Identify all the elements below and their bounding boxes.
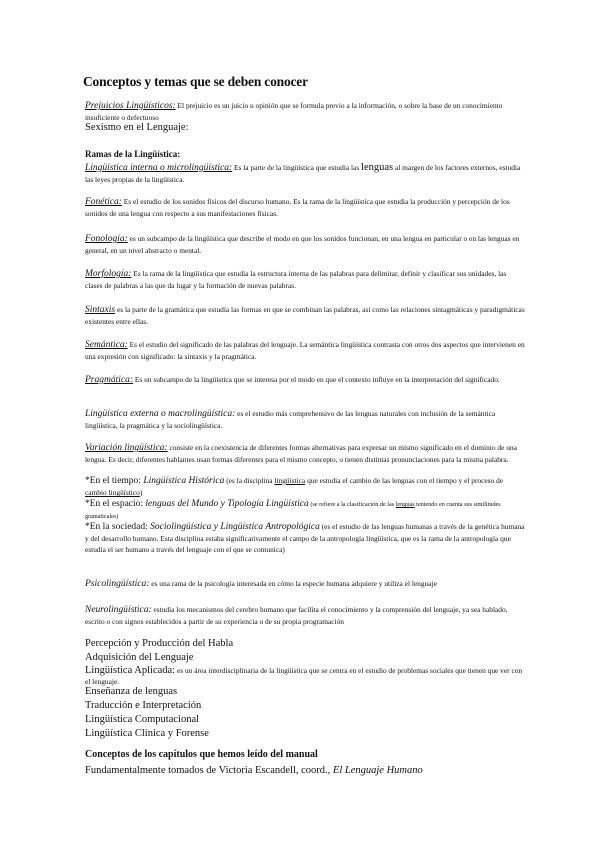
fonetica-paragraph [85,196,525,219]
variacion-term: Variación lingüística: [85,443,168,453]
neuro-paragraph [85,604,525,627]
aplicada-text: es un área interdisciplinaria de la lingüística que se centra en el estudio de problemas sociales que tienen que ver con el lenguaje. [85,666,523,687]
morfologia-paragraph [85,268,525,291]
list-item-aplicada [85,665,525,687]
sintaxis-paragraph [85,304,525,327]
list-item-traduccion: Traducción e Interpretación [85,700,202,711]
list-item-computacional: Lingüística Computacional [85,714,200,725]
sexismo-line: Sexismo en el Lenguaje: [85,122,189,133]
externa-term: Lingüística externa o macrolingüística: [85,409,236,419]
externa-paragraph [85,408,525,431]
conceptos-subtitle [85,765,423,776]
interna-paragraph [85,162,525,185]
prejuicios-section [85,100,525,123]
psico-text: es una rama de la psicología interesada en cómo la especie humana adquiere y utiliza el lenguaje [149,579,437,588]
semantica-text: Es el estudio del significado de las palabras del lenguaje. La semántica lingüística contrasta con otros dos aspectos que intervienen en una expresión con significado: la sintaxis y la pragmática. [85,340,525,362]
sintaxis-text: es la parte de la gramática que estudia las formas en que se combinan las palabras, así como las relaciones sintagmáticas y paradigmáticas existentes entre ellas. [85,305,525,327]
tiempo-link-linguistica[interactable]: lingüística [274,476,306,485]
espacio-term: lenguas del Mundo y Tipología Lingüística [145,499,309,509]
morfologia-term: Morfología: [85,269,132,279]
tiempo-term: Lingüística Histórica [143,476,225,486]
neuro-text: estudia los mecanismos del cerebro humano que facilita el conocimiento y la comprensión del lenguaje, ya sea hablado, escrito o con signos establecidos a partir de su experiencia o de su propia programación [85,605,508,627]
tiempo-line [85,475,525,498]
interna-text-a: Es la parte de la lingüística que estudia las [232,163,362,172]
semantica-term: Semántica: [85,340,128,350]
sociedad-text: (es el estudio de las lenguas humanas a través de la genética humana y del desarrollo humano. Esta disciplina estaba significativamente el campo de la antropología lingüística, que es la rama de la antropología que estudia el ser humano a través del lenguaje con el que se comunica) [85,522,525,555]
espacio-prefix: *En el espacio: [85,499,146,509]
list-item-adquisicion: Adquisición del Lenguaje [85,652,194,663]
espacio-text-b: teniendo en cuenta sus similitudes gramaticales) [85,501,501,521]
sociedad-term: Sociolingüística y Lingüística Antropológica [150,522,320,532]
fonetica-text: Es el estudio de los sonidos físicos del discurso humano. Es la rama de la lingüística que estudia la producción y percepción de los sonidos de una lengua con respecto a sus manifestaciones físicas. [85,197,510,219]
fonetica-term: Fonética: [85,197,122,207]
conceptos-book: El Lenguaje Humano [332,765,423,776]
page-title: Conceptos y temas que se deben conocer [83,74,308,89]
pragmatica-paragraph [85,374,525,386]
tiempo-prefix: *En el tiempo: [85,476,144,486]
variacion-text: consiste en la coexistencia de diferentes formas alternativas para expresar un mismo significado en el dominio de una lengua. Es decir, diferentes hablantes usan formas diferentes para el mismo concepto, o tienen distintas pronunciaciones para la misma palabra. [85,443,517,465]
list-item-clinica: Lingüística Clínica y Forense [85,728,209,739]
tiempo-text-c: ) [139,488,143,498]
tiempo-link-cambio[interactable]: cambio lingüístico [85,488,140,498]
sociedad-line [85,521,525,556]
conceptos-heading: Conceptos de los capítulos que hemos leído del manual [85,749,318,760]
interna-lenguas: lenguas [361,162,394,173]
tiempo-text-b: que estudia el cambio de las lenguas con el tiempo y el proceso de [305,476,504,485]
sintaxis-term: Sintaxis [85,305,116,315]
espacio-link-lenguas[interactable]: lenguas [395,501,415,508]
fonologia-term: Fonología: [85,234,128,244]
espacio-text-a: (se refiere a la clasificación de las [308,501,396,508]
interna-term: Lingüística interna o microlingüística: [85,163,233,173]
psico-paragraph [85,578,525,590]
prejuicios-term: Prejuicios Lingüísticos: [85,101,176,111]
conceptos-sub-a: Fundamentalmente tomados de Victoria Escandell, coord., [85,765,333,776]
morfologia-text: Es la rama de la lingüística que estudia la estructura interna de las palabras para delimitar, definir y clasificar sus unidades, las clases de palabras a las que da lugar y la formación de nuevas palabras. [85,269,507,291]
fonologia-paragraph [85,233,525,256]
interna-text-b: al margen de los factores externos, estudia las leyes propias de la lingüística. [85,163,521,185]
psico-term: Psicolingüística: [85,579,150,589]
ramas-heading: Ramas de la Lingüística: [85,149,181,159]
list-item-ensenanza: Enseñanza de lenguas [85,686,178,697]
sociedad-prefix: *En la sociedad: [85,522,151,532]
tiempo-text-a: (es la disciplina [224,476,275,485]
fonologia-text: es un subcampo de la lingüística que describe el modo en que los sonidos funcionan, en una lengua en particular o en las lenguas en general, en un nivel abstracto o mental. [85,234,520,256]
prejuicios-text: El prejuicio es un juicio u opinión que se formula previo a la información, o sobre la base de un conocimiento insuficiente o defectuoso [85,101,503,123]
neuro-term: Neurolingüística: [85,605,152,615]
semantica-paragraph [85,339,525,362]
list-item-percepcion: Percepción y Producción del Habla [85,638,234,649]
pragmatica-text: Es un subcampo de la lingüística que se interesa por el modo en que el contexto influye en la interpretación del significado. [133,375,500,384]
pragmatica-term: Pragmática: [85,375,134,385]
externa-text: es el estudio más comprehensivo de las lenguas naturales con inclusión de la semántica lingüística, la pragmática y la sociolingüística. [85,409,496,431]
aplicada-term: Lingüística Aplicada: [85,665,176,676]
variacion-paragraph [85,442,525,465]
espacio-line [85,498,525,522]
